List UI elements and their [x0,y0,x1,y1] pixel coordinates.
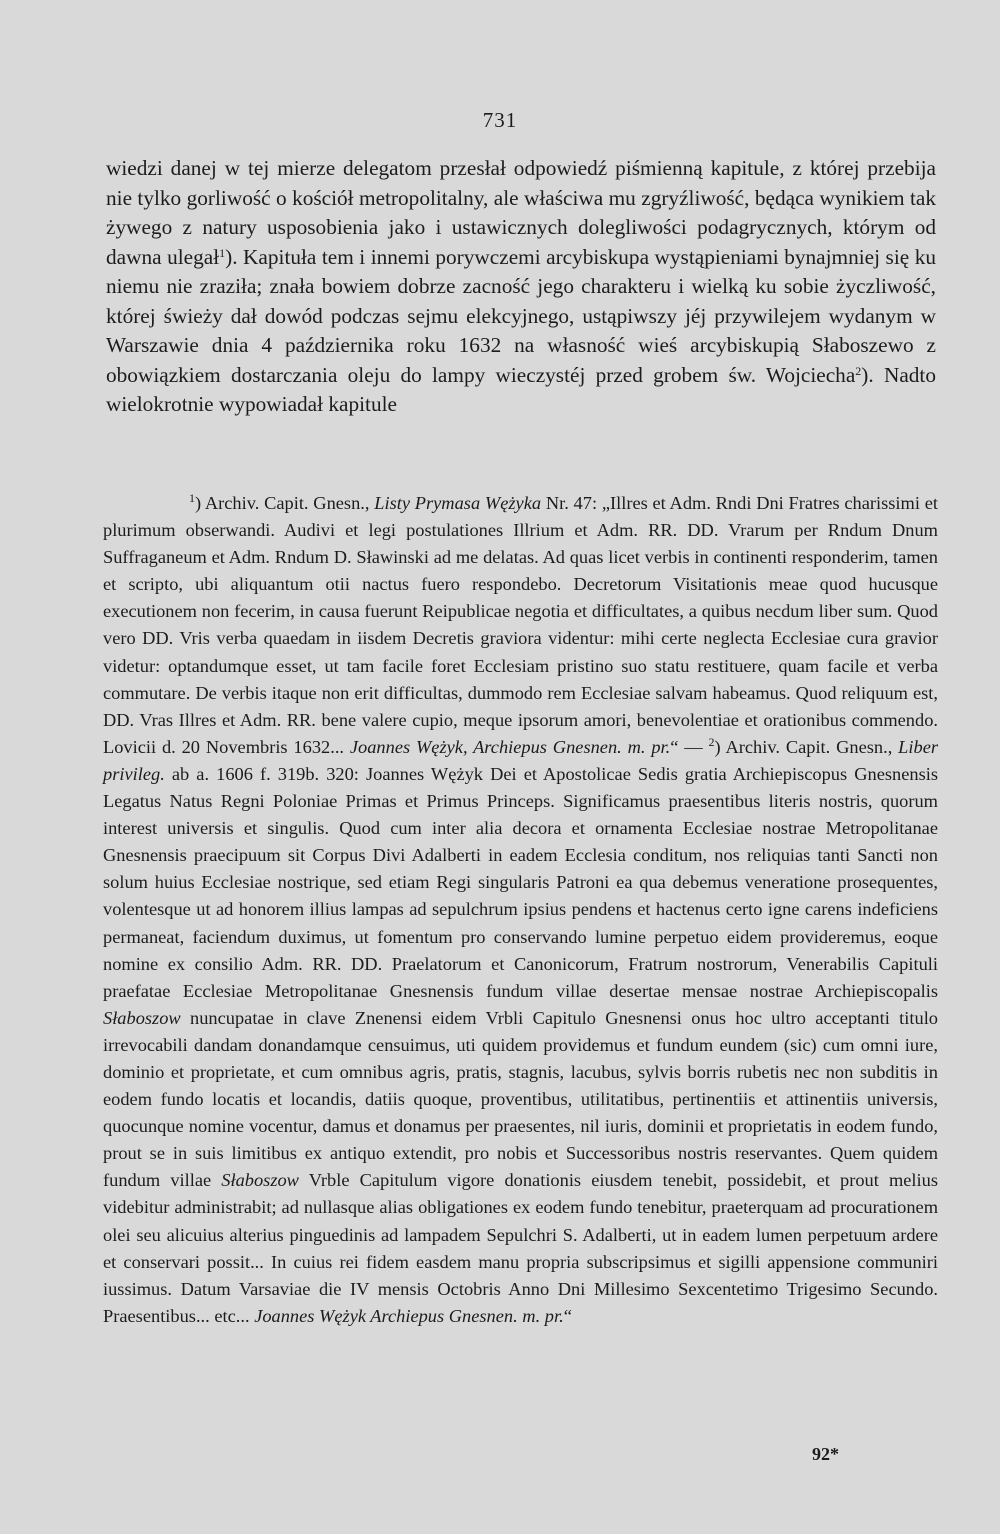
footnote-2-text: ab a. 1606 f. 319b. 320: Joannes Wężyk Dei et Apostolicae Sedis gratia Archiepiscopus Gnesnensis Legatus Natus Regni Poloniae Primas et Primus Princeps. Significamus praesentibus literis nostris, quorum interest universis et singulis. Quod cum inter alia decora et ornamenta Ecclesiae nostrae Metropolitanae Gnesnensis praecipuum sit Corpus Divi Adalberti in eadem Ecclesia conditum, nos reliquias tanti Sancti non solum huius Ecclesiae nostrique, sed etiam Regi singularis Patroni ea qua debemus veneratione prosequentes, volentesque ut ad honorem illius lampas ad sepulchrum ipsius pendens et hactenus certo igne carens indeficiens permaneat, faciendum duximus, ut fomentum pro conservando lumine perpetuo eidem provideremus, eoque nomine ex consilio Adm. RR. DD. Praelatorum et Canonicorum, Fratrum nostrorum, Venerabilis Capituli praefatae Ecclesiae Metropolitanae Gnesnensis fundum villae desertae mensae nostrae Archiepiscopalis [103,763,938,1001]
footnote-1-text: Nr. 47: „Illres et Adm. Rndi Dni Fratres charissimi et plurimum obserwandi. Audivi et legi postulationes Illrium et Adm. RR. DD. Vrarum per Rndum Dnum Suffraganeum et Adm. Rndum D. Sławinski ad me delatas. Ad quas licet verbis in continenti responderim, tamen et scripto, ubi aliquantum otii nactus fuero respondebo. Decretorum Visitationis meae quod hucusque executionem non fecerim, in causa fuerunt Reipublicae negotia et difficultates, a quibus necdum liber sum. Quod vero DD. Vris verba quaedam in iisdem Decretis graviora videntur: mihi certe neglecta Ecclesiae cura gravior videtur: optandumque esset, ut tam facile foret Ecclesiam pristino suo statu restituere, quam facile et verba commutare. De verbis itaque non erit difficultas, dummodo rem Ecclesiae salvam habeamus. Quod reliquum est, DD. Vras Illres et Adm. RR. bene valere cupio, meque ipsorum amori, benevolentiae et orationibus commendo. Lovicii d. 20 Novembris 1632... [103,493,938,757]
footnote-2-source: ) Archiv. Capit. Gnesn., [714,736,899,757]
main-text-part: wiedzi danej w tej mierze delegatom przesłał odpowiedź piśmienną kapitule, z której przebija nie tylko gorliwość o kościół metropolitalny, ale właściwa mu zgryźliwość, będąca wynikiem tak żywego z natury usposobienia jako i ustawicznych dolegliwości podagrycznych, którym od dawna ulegał [106,156,936,269]
footnote-2-title: Liber privileg. [103,736,939,784]
main-text [106,154,936,420]
footnote-2-place: Słaboszow [221,1170,299,1191]
main-text-part: ). Nadto wielokrotnie wypowiadał kapitule [106,362,936,416]
footnote-ref-2: 2 [855,363,862,378]
footnote-2-text: nuncupatae in clave Znenensi eidem Vrbli Capitulo Gnesnensi onus hoc ultro acceptanti titulo irrevocabili dandam donandamque censuimus, uti quidem providemus et fundum eundem (sic) cum omni iure, dominio et proprietate, et cum omnibus agris, pratis, stagnis, lacubus, sylvis borris rubetis nec non subditis in eodem fundo locatis et locandis, datiis quoque, proventibus, utilitatibus, pertinentiis et attinentiis universis, quocunque nomine vocentur, damus et donamus per praesentes, nil iuris, dominii et proprietatis in eodem fundo, prout se in suis limitibus ex antiquo extendit, pro nobis et Successoribus nostris reservantes. Quem quidem fundum villae [103,1007,938,1191]
footnote-mark-2: 2 [708,734,715,749]
footnote-mark-1: 1 [189,491,195,505]
main-text-part: ). Kapituła tem i innemi porywczemi arcybiskupa wystąpieniami bynajmniej się ku niemu nie zraziła; znała bowiem dobrze zacność jego charakteru i wielką ku sobie życzliwość, której świeży dał dowód podczas sejmu elekcyjnego, ustąpiwszy jéj przywilejem wydanym w Warszawie dnia 4 października roku 1632 na własność wieś arcybiskupią Słaboszewo z obowiązkiem dostarczania oleju do lampy wieczystéj przed grobem św. Wojciecha [106,244,936,387]
sheet-signature-mark: 92* [812,1444,839,1464]
footnote-1-title: Listy Prymasa Wężyka [374,493,542,513]
footnote-2-text: Vrble Capitulum vigore donationis eiusdem tenebit, possidebit, et prout melius videbitur administrabit; ad nullasque alias obligationes ex eodem fundo tenebitur, praeterquam ad procurationem olei seu alicuius alterius pinguedinis ad lampadem Sepulchri S. Adalberti, ut in eadem lumen perpetuum ardere et conservari possit... In cuius rei fidem easdem manu propria subscripsimus et sigilli appensione communiri iussimus. Datum Varsaviae die IV mensis Octobris Anno Dni Millesimo Sexcentetimo Trigesimo Secundo. Praesentibus... etc... [103,1170,938,1326]
footnote-2-end: “ [563,1305,572,1326]
footnotes [103,490,938,1330]
footnote-1-signature: Joannes Wężyk, Archiepus Gnesnen. m. pr. [349,736,671,757]
footnote-ref-1: 1 [219,245,226,260]
page-number: 731 [482,108,518,132]
footnote-separator: “ — [670,736,709,757]
footnote-2-signature: Joannes Wężyk Archiepus Gnesnen. m. pr. [254,1305,564,1326]
footnote-1-source: ) Archiv. Capit. Gnesn., [195,493,375,513]
main-paragraph [106,154,936,420]
footnote-text [103,490,938,1330]
footnote-2-place: Słaboszow [103,1007,181,1028]
